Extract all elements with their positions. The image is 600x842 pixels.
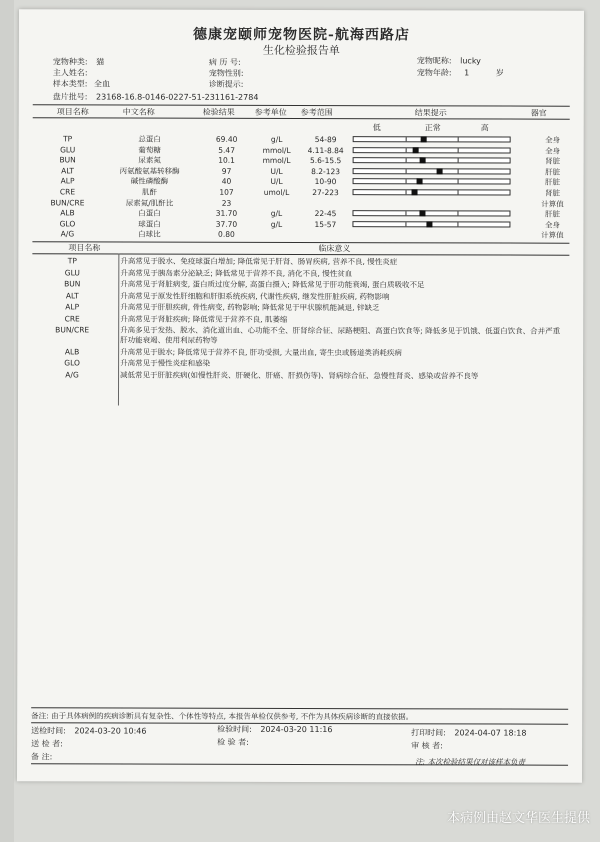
result-row — [33, 155, 570, 165]
hint-low: 低 — [372, 123, 381, 133]
result-range: 54-89 — [314, 135, 337, 145]
diagnosis-label: 诊断提示: — [208, 79, 244, 89]
clinical-divider — [118, 254, 119, 406]
col-result: 检验结果 — [202, 107, 235, 117]
result-cn-name: 葡萄糖 — [138, 145, 161, 155]
pet-age-unit: 岁 — [495, 68, 504, 78]
result-range: 8.2-123 — [311, 166, 341, 176]
col-unit: 参考单位 — [254, 107, 287, 117]
result-unit: U/L — [270, 166, 283, 176]
col-cn-name: 中文名称 — [122, 107, 155, 117]
result-cn-name: 肌酐 — [142, 187, 158, 197]
lot-label: 盘片批号: — [52, 92, 88, 102]
result-organ: 全身 — [544, 220, 560, 230]
result-organ: 计算值 — [541, 231, 564, 241]
result-range-bar — [352, 210, 510, 216]
clinical-code: ALT — [65, 290, 79, 300]
result-cn-name: 白球比 — [138, 229, 161, 240]
result-code: BUN/CRE — [50, 197, 85, 208]
clinical-text: 升高常见于肝胆疾病, 骨性病变, 药物影响; 降低常见于甲状腺机能减退, 锌缺乏 — [120, 302, 380, 313]
result-unit: mmol/L — [262, 145, 291, 155]
hint-normal: 正常 — [424, 123, 441, 133]
clinical-code: BUN/CRE — [55, 325, 90, 335]
sample-field — [53, 78, 110, 89]
send-time-value: 2024-03-20 10:46 — [74, 726, 147, 736]
result-range: 27-223 — [312, 188, 339, 198]
result-range-bar — [353, 168, 511, 174]
clinical-code: ALB — [64, 346, 80, 356]
result-range-bar — [353, 179, 511, 185]
print-time-value: 2024-04-07 18:18 — [454, 728, 527, 738]
pet-name-label: 宠物昵称: — [416, 56, 452, 66]
result-value: 23 — [221, 198, 232, 208]
print-time-label: 打印时间: — [411, 728, 446, 738]
result-organ: 计算值 — [541, 199, 564, 209]
result-range: 4.11-8.84 — [307, 145, 344, 155]
clinical-text: 升高常见于脱水、免疫球蛋白增加; 降低常见于肝肾、肠胃疾病, 营养不良, 慢性炎症 — [120, 256, 398, 267]
result-code: GLU — [60, 144, 76, 155]
result-cn-name: 白蛋白 — [138, 208, 161, 218]
clinical-code: ALP — [65, 302, 80, 312]
result-unit: U/L — [270, 177, 283, 187]
owner-label: 主人姓名: — [52, 68, 88, 78]
result-row — [32, 208, 569, 218]
result-organ: 全身 — [545, 146, 561, 156]
clinical-col-meaning: 临床意义 — [318, 244, 351, 254]
result-row — [33, 177, 570, 187]
result-value: 69.40 — [215, 134, 238, 144]
result-value: 97 — [221, 166, 232, 176]
result-cn-name: 尿素氮/肌酐比 — [125, 198, 174, 208]
result-code: GLO — [59, 219, 76, 229]
clinical-row — [32, 302, 569, 313]
result-value: 10.1 — [218, 155, 235, 166]
clinical-code: BUN — [64, 279, 81, 289]
result-cn-name: 丙氨酸氨基转移酶 — [119, 166, 180, 176]
result-row — [33, 145, 570, 155]
reviewer-label: 审 核 者: — [411, 741, 443, 751]
result-value: 37.70 — [215, 219, 238, 229]
send-time — [31, 725, 146, 736]
clinical-code: TP — [67, 256, 77, 266]
result-organ: 肾脏 — [545, 188, 561, 198]
result-range-bar — [353, 136, 511, 142]
result-organ: 肝脏 — [544, 209, 560, 219]
clinical-code: CRE — [64, 313, 80, 323]
pet-age-label: 宠物年龄: — [416, 68, 452, 78]
clinical-code: GLU — [64, 267, 80, 277]
remark: 备注: 由于具体病例的疾病诊断具有复杂性、个体性等特点, 本报告单检仅供参考, 不作为具体疾病诊断的直接依据。 — [31, 711, 414, 722]
hospital-name: 德康宠颐师宠物医院-航海西路店 — [193, 26, 410, 44]
result-unit: g/L — [270, 209, 283, 219]
result-cn-name: 球蛋白 — [138, 219, 161, 229]
divider-footer — [31, 707, 568, 709]
result-value: 31.70 — [215, 208, 238, 219]
result-marker — [411, 189, 417, 195]
species-label: 宠物种类: — [52, 57, 88, 67]
result-row — [33, 166, 570, 176]
lab-report-paper — [17, 9, 584, 782]
result-cn-name: 尿素氮 — [138, 155, 161, 165]
col-hint: 结果提示 — [414, 108, 447, 118]
result-organ: 肝脏 — [545, 167, 561, 177]
clinical-text: 升高常见于肾脏病变, 蛋白质过度分解, 高蛋白摄入; 降低常见于肝功能衰竭, 蛋白质吸收不足 — [120, 279, 425, 290]
clinical-text: 升高常见于肾脏疾病; 降低常见于营养不良, 肌萎缩 — [120, 314, 288, 324]
result-range: 15-57 — [314, 219, 337, 229]
clinical-text: 升高常见于脱水; 降低常见于营养不良, 肝功受损, 大量出血, 寄生虫或肠道类消耗疾病 — [120, 347, 402, 357]
pet-gender-label: 宠物性别: — [208, 68, 244, 78]
medical-record-label: 病 历 号: — [208, 57, 241, 67]
result-row — [33, 134, 570, 144]
result-range: 10-90 — [314, 177, 337, 187]
result-range: 22-45 — [314, 209, 337, 219]
result-organ: 全身 — [545, 135, 561, 145]
col-organ: 器官 — [530, 108, 547, 118]
send-time-label: 送检时间: — [31, 726, 66, 736]
footnote: 注: 本次检验结果仅对该样本负责 — [415, 757, 525, 767]
note-label: 备 注: — [31, 752, 53, 762]
clinical-text: 升高多见于发热、脱水、消化道出血、心功能不全、肝肾综合征、尿路梗阻、高蛋白饮食等; 降低多见于饥饿、低蛋白饮食、合并严重肝功能衰竭、使用利尿药物等 — [120, 325, 561, 345]
species-value: 猫 — [96, 57, 105, 67]
pet-name-field — [417, 55, 481, 66]
col-item-name: 项目名称 — [56, 107, 89, 117]
result-organ: 肝脏 — [545, 178, 561, 188]
clinical-text: 升高常见于胰岛素分泌缺乏; 降低常见于营养不良, 消化不良, 慢性贫血 — [120, 268, 353, 278]
result-code: BUN — [59, 155, 76, 165]
col-range: 参考范围 — [300, 107, 333, 118]
result-value: 5.47 — [218, 145, 235, 155]
result-marker — [436, 168, 442, 174]
result-row — [32, 219, 569, 229]
clinical-code: A/G — [65, 369, 79, 379]
result-marker — [427, 221, 433, 227]
pet-name-value: lucky — [460, 56, 481, 66]
clinical-col-item: 项目名称 — [68, 243, 101, 253]
result-range-bar — [353, 157, 511, 163]
result-value: 107 — [219, 187, 234, 197]
clinical-row — [32, 369, 569, 380]
result-code: ALT — [61, 166, 75, 176]
result-value: 40 — [221, 177, 232, 187]
test-time-label: 检验时间: — [217, 724, 252, 734]
sample-value: 全血 — [94, 79, 111, 89]
result-unit: mmol/L — [262, 156, 291, 166]
species-field — [53, 56, 104, 67]
clinical-row — [32, 256, 569, 267]
result-code: CRE — [59, 187, 76, 197]
divider-header — [33, 117, 570, 119]
result-marker — [421, 136, 427, 142]
divider-results — [32, 241, 569, 243]
result-code: ALB — [60, 208, 75, 218]
tester-label: 检 验 者: — [217, 737, 249, 747]
result-marker — [413, 147, 419, 153]
result-code: TP — [63, 134, 73, 144]
print-time — [411, 727, 526, 738]
result-value: 0.80 — [218, 230, 235, 240]
result-row — [32, 198, 569, 208]
result-row — [32, 230, 569, 240]
result-range-bar — [353, 147, 511, 153]
result-range-bar — [353, 189, 511, 195]
clinical-row — [32, 325, 569, 345]
clinical-code: GLO — [64, 358, 80, 368]
result-marker — [419, 157, 425, 163]
result-code: ALP — [60, 176, 75, 186]
divider-clinical — [32, 253, 569, 255]
result-range: 5.6-15.5 — [309, 156, 342, 166]
result-cn-name: 碱性磷酸酶 — [130, 176, 169, 187]
result-unit: g/L — [270, 134, 283, 144]
pet-age-field — [417, 67, 504, 78]
lot-value: 23168-16.8-0146-0227-51-231161-2784 — [96, 92, 259, 102]
hint-high: 高 — [480, 123, 489, 133]
clinical-row — [32, 358, 569, 368]
clinical-text: 升高常见于原发性肝细胞和肝胆系统疾病, 代谢性疾病, 继发性肝脏疾病, 药物影响 — [120, 291, 390, 301]
clinical-row — [32, 290, 569, 301]
result-organ: 肾脏 — [545, 156, 561, 166]
clinical-row — [32, 279, 569, 290]
result-unit: g/L — [270, 219, 283, 229]
background — [0, 0, 14, 842]
result-marker — [416, 179, 422, 185]
clinical-text: 减低常见于肝脏疾病(如慢性肝炎、肝硬化、肝癌、肝损伤等)、肾病综合征、急慢性肾炎、感染或营养不良等 — [120, 370, 479, 380]
result-marker — [419, 210, 425, 216]
test-time-value: 2024-03-20 11:16 — [260, 724, 333, 735]
clinical-row — [32, 267, 569, 278]
result-code: A/G — [60, 229, 75, 239]
result-row — [33, 187, 570, 197]
clinical-row — [32, 313, 569, 324]
test-time — [217, 724, 332, 735]
watermark-credit: 本病例由赵文华医生提供 — [446, 811, 590, 826]
pet-age-value: 1 — [464, 68, 470, 78]
clinical-row — [32, 346, 569, 357]
result-unit: umol/L — [263, 187, 290, 197]
clinical-text: 升高常见于慢性炎症和感染 — [120, 358, 211, 368]
lot-field — [53, 91, 259, 103]
sample-label: 样本类型: — [52, 79, 88, 89]
sender-label: 送 检 者: — [31, 739, 63, 749]
result-cn-name: 总蛋白 — [138, 134, 161, 144]
report-title: 生化检验报告单 — [262, 43, 340, 58]
result-range-bar — [352, 221, 510, 227]
